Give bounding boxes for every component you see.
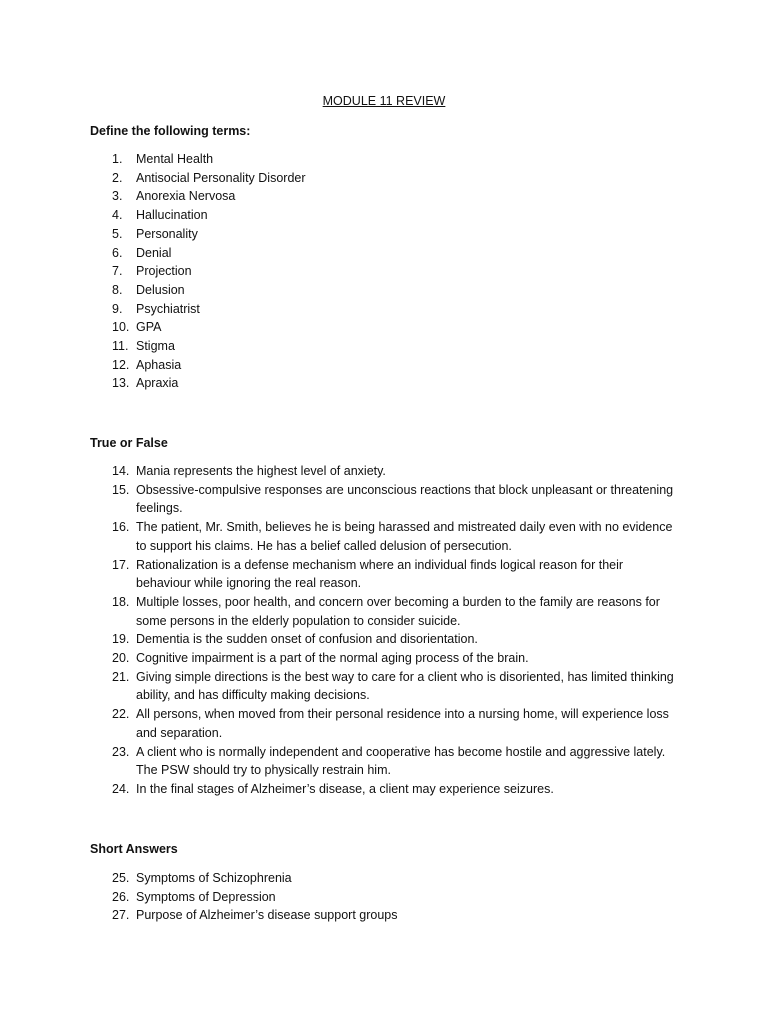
section-heading-short-answers: Short Answers <box>90 842 178 856</box>
item-number: 4. <box>112 208 123 223</box>
item-number: 26. <box>112 889 130 904</box>
list-item <box>0 206 681 225</box>
item-text: Psychiatrist <box>136 301 200 316</box>
item-text: Anorexia Nervosa <box>136 189 236 204</box>
item-number: 15. <box>112 482 130 497</box>
true-false-list <box>0 462 768 799</box>
list-item <box>0 356 681 375</box>
list-item <box>0 630 681 649</box>
item-number: 20. <box>112 651 130 666</box>
item-text: Aphasia <box>136 357 182 372</box>
item-text: A client who is normally independent and cooperative has become hostile and aggressive lately. The PSW should try to physically restrain him. <box>136 744 666 778</box>
item-number: 6. <box>112 245 123 260</box>
item-text: Delusion <box>136 282 185 297</box>
short-answers-list <box>0 869 768 925</box>
list-item <box>0 300 681 319</box>
item-number: 11. <box>112 339 129 354</box>
item-number: 14. <box>112 464 130 478</box>
item-number: 10. <box>112 320 130 335</box>
item-number: 17. <box>112 557 130 572</box>
item-text: Purpose of Alzheimer’s disease support groups <box>136 908 398 923</box>
list-item <box>0 281 681 300</box>
item-number: 18. <box>112 594 130 609</box>
item-text: GPA <box>136 320 162 335</box>
list-item <box>0 187 681 206</box>
list-item <box>0 318 681 337</box>
item-number: 23. <box>112 744 130 759</box>
item-number: 24. <box>112 781 130 796</box>
list-item <box>0 705 681 742</box>
item-number: 16. <box>112 520 130 535</box>
item-text: The patient, Mr. Smith, believes he is being harassed and mistreated daily even with no evidence to support his claims. He has a belief called delusion of persecution. <box>136 520 673 553</box>
section-heading-true-false: True or False <box>90 436 168 450</box>
list-item <box>0 374 681 393</box>
list-item <box>0 556 681 593</box>
item-text: Mental Health <box>136 152 214 166</box>
page-title: MODULE 11 REVIEW <box>322 94 446 108</box>
item-text: Stigma <box>136 339 175 354</box>
list-item <box>0 593 681 630</box>
item-text: Giving simple directions is the best way to care for a client who is disoriented, has limited thinking ability, and has difficulty making decisions. <box>136 669 674 703</box>
item-number: 25. <box>112 871 130 885</box>
list-item <box>0 780 681 799</box>
list-item <box>0 743 681 780</box>
list-item <box>0 462 681 481</box>
item-number: 22. <box>112 707 130 722</box>
list-item <box>0 888 681 907</box>
item-text: Personality <box>136 226 198 241</box>
item-number: 27. <box>112 908 130 923</box>
item-text: Antisocial Personality Disorder <box>136 170 306 185</box>
item-number: 3. <box>112 189 123 204</box>
list-item <box>0 337 681 356</box>
item-text: Symptoms of Depression <box>136 889 276 904</box>
list-item <box>0 169 681 188</box>
item-number: 8. <box>112 282 123 297</box>
item-number: 2. <box>112 170 123 185</box>
item-number: 12. <box>112 357 130 372</box>
list-item <box>0 649 681 668</box>
item-text: Apraxia <box>136 376 179 391</box>
item-number: 5. <box>112 226 123 241</box>
item-number: 19. <box>112 632 130 647</box>
item-text: Projection <box>136 264 192 279</box>
item-text: Denial <box>136 245 172 260</box>
item-text: Dementia is the sudden onset of confusion and disorientation. <box>136 632 478 647</box>
item-text: All persons, when moved from their personal residence into a nursing home, will experience loss and separation. <box>136 707 669 740</box>
definitions-list <box>0 150 768 393</box>
item-number: 1. <box>112 152 123 166</box>
item-number: 21. <box>112 669 130 684</box>
item-text: Mania represents the highest level of anxiety. <box>136 464 386 478</box>
item-text: In the final stages of Alzheimer’s disease, a client may experience seizures. <box>136 781 554 796</box>
list-item <box>0 668 681 705</box>
list-item <box>0 906 681 925</box>
section-heading-definitions: Define the following terms: <box>90 124 251 138</box>
item-number: 7. <box>112 264 123 279</box>
list-item <box>0 262 681 281</box>
item-text: Hallucination <box>136 208 208 223</box>
list-item <box>0 518 681 555</box>
item-number: 13. <box>112 376 130 391</box>
list-item <box>0 150 681 169</box>
item-text: Obsessive-compulsive responses are unconscious reactions that block unpleasant or threatening feelings. <box>136 482 674 516</box>
list-item <box>0 869 681 888</box>
list-item <box>0 244 681 263</box>
item-text: Symptoms of Schizophrenia <box>136 871 292 885</box>
item-text: Cognitive impairment is a part of the normal aging process of the brain. <box>136 651 529 666</box>
item-text: Multiple losses, poor health, and concern over becoming a burden to the family are reasons for some persons in the elderly population to consider suicide. <box>136 594 660 628</box>
item-text: Rationalization is a defense mechanism where an individual finds logical reason for their behaviour while ignoring the real reason. <box>136 557 624 591</box>
list-item <box>0 481 681 518</box>
item-number: 9. <box>112 301 123 316</box>
list-item <box>0 225 681 244</box>
